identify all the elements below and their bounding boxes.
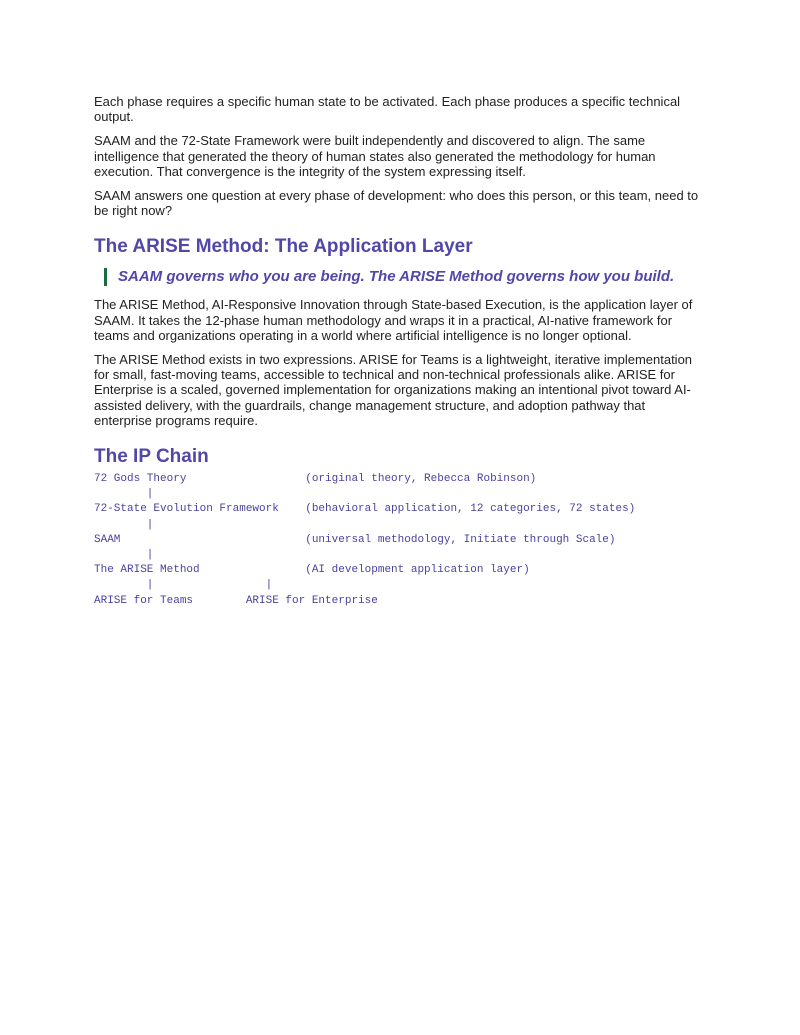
arise-paragraph-2: The ARISE Method exists in two expressions. ARISE for Teams is a lightweight, iterative implementation for small, fast-moving teams, accessible to technical and non-technical professionals alike. ARISE for Enterprise is a scaled, governed implementation for organizations making an intentional pivot toward AI-assisted delivery, with the guardrails, change management structure, and adoption pathway that enterprise programs require. — [94, 352, 693, 428]
arise-method-heading: The ARISE Method: The Application Layer — [94, 236, 473, 258]
intro-paragraph-3: SAAM answers one question at every phase of development: who does this person, or this team, need to be right now? — [94, 188, 699, 219]
document-page — [94, 94, 706, 609]
intro-paragraph-1: Each phase requires a specific human state to be activated. Each phase produces a specific technical output. — [94, 94, 681, 125]
arise-paragraph-1: The ARISE Method, AI-Responsive Innovation through State-based Execution, is the application layer of SAAM. It takes the 12-phase human methodology and wraps it in a practical, AI-native framework for teams and organizations operating in a world where artificial intelligence is no longer optional. — [94, 297, 693, 343]
arise-callout-quote: SAAM governs who you are being. The ARISE Method governs how you build. — [104, 268, 706, 286]
intro-paragraph-2: SAAM and the 72-State Framework were built independently and discovered to align. The same intelligence that generated the theory of human states also generated the methodology for human execution. That convergence is the integrity of the system expressing itself. — [94, 133, 656, 179]
ip-chain-diagram: 72 Gods Theory (original theory, Rebecca Robinson) | 72-State Evolution Framework (behavioral application, 12 categories, 72 states) | SAAM (universal methodology, Initiate through Scale) | The ARISE Method (AI development application layer) | | ARISE for Teams ARISE for Enterprise — [94, 473, 636, 607]
ip-chain-heading: The IP Chain — [94, 446, 209, 468]
